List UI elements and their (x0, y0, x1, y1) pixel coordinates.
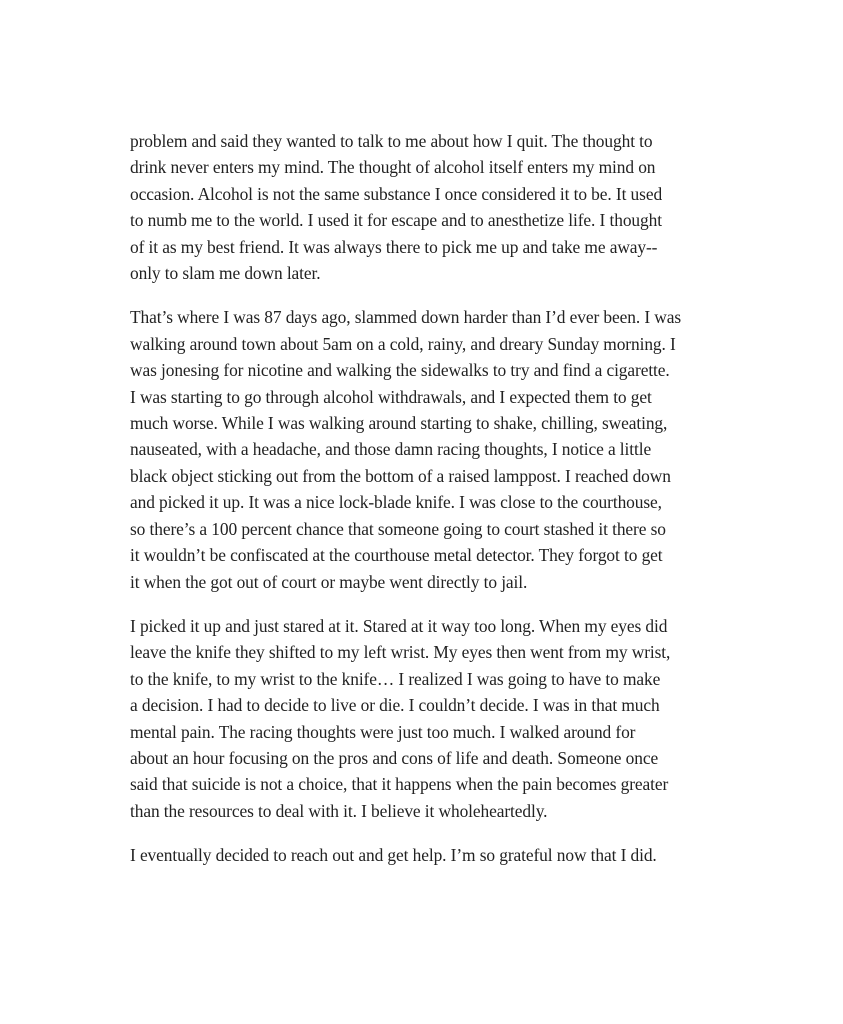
document-body (130, 128, 720, 887)
paragraph-2: That’s where I was 87 days ago, slammed down harder than I’d ever been. I was walking around town about 5am on a cold, rainy, and dreary Sunday morning. I was jonesing for nicotine and walking the sidewalks to try and find a cigarette. I was starting to go through alcohol withdrawals, and I expected them to get much worse. While I was walking around starting to shake, chilling, sweating, nauseated, with a headache, and those damn racing thoughts, I notice a little black object sticking out from the bottom of a raised lamppost. I reached down and picked it up. It was a nice lock-blade knife. I was close to the courthouse, so there’s a 100 percent chance that someone going to court stashed it there so it wouldn’t be confiscated at the courthouse metal detector. They forgot to get it when the got out of court or maybe went directly to jail. (130, 307, 682, 592)
paragraph-3: I picked it up and just stared at it. Stared at it way too long. When my eyes did leave the knife they shifted to my left wrist. My eyes then went from my wrist, to the knife, to my wrist to the knife… I realized I was going to have to make a decision. I had to decide to live or die. I couldn’t decide. I was in that much mental pain. The racing thoughts were just too much. I walked around for about an hour focusing on the pros and cons of life and death. Someone once said that suicide is not a choice, that it happens when the pain becomes greater than the resources to deal with it. I believe it wholeheartedly. (130, 615, 671, 821)
paragraph-1: problem and said they wanted to talk to me about how I quit. The thought to drink never enters my mind. The thought of alcohol itself enters my mind on occasion. Alcohol is not the same substance I once considered it to be. It used to numb me to the world. I used it for escape and to anesthetize life. I thought of it as my best friend. It was always there to pick me up and take me away-- only to slam me down later. (130, 131, 663, 284)
paragraph-4: I eventually decided to reach out and get help. I’m so grateful now that I did. (130, 845, 657, 866)
